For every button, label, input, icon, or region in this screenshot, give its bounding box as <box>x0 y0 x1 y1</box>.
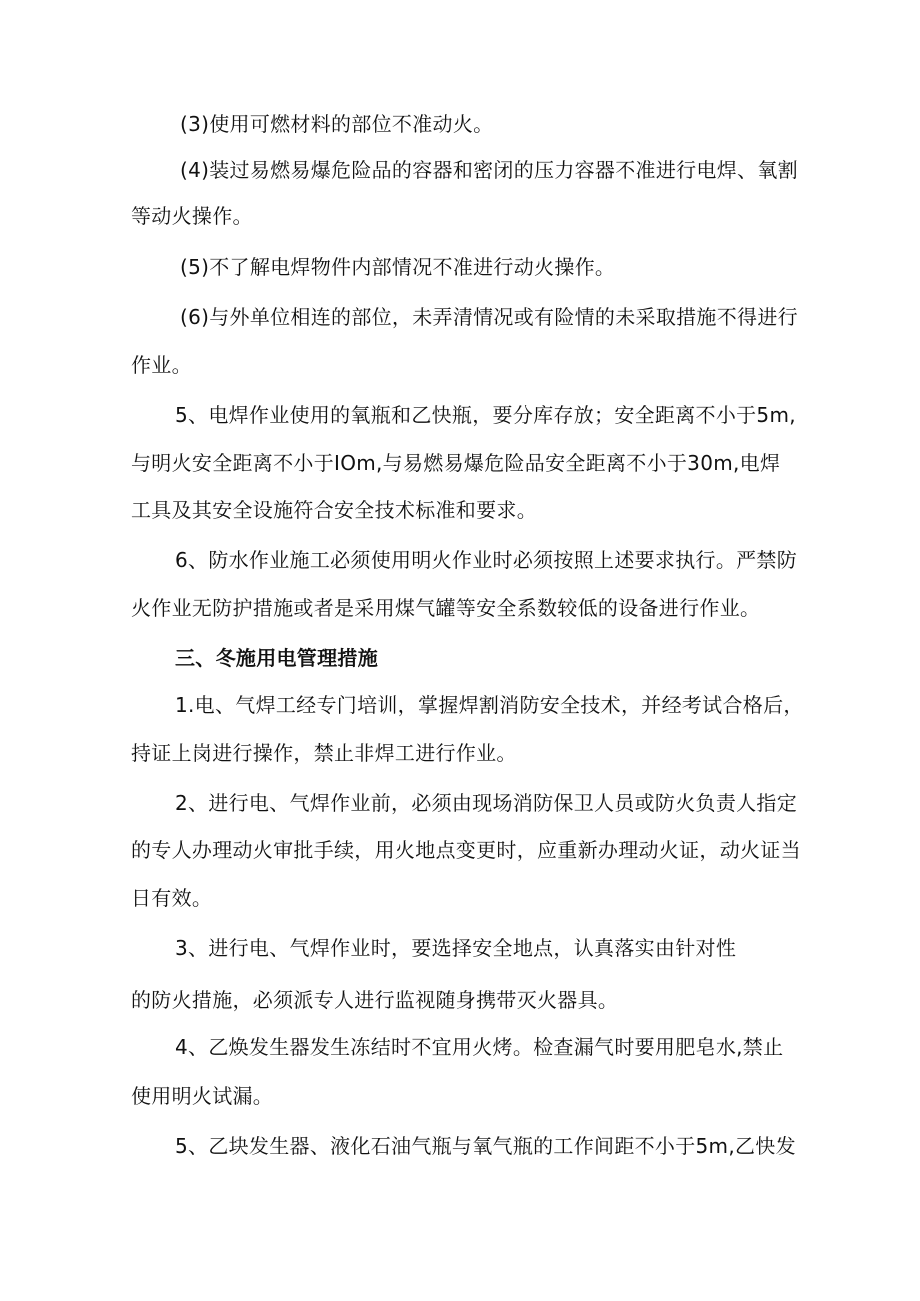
text-line: 的专人办理动火审批手续，用火地点变更时，应重新办理动火证，动火证当 <box>131 838 801 862</box>
text-line: (6)与外单位相连的部位，未弄清情况或有险情的未采取措施不得进行 <box>180 305 798 329</box>
text-line: 的防火措施，必须派专人进行监视随身携带灭火器具。 <box>131 988 619 1012</box>
text-line: (4)装过易燃易爆危险品的容器和密闭的压力容器不准进行电焊、氧割 <box>180 158 798 182</box>
text-line: 5、电焊作业使用的氧瓶和乙快瓶，要分库存放；安全距离不小于5m, <box>175 403 796 427</box>
text-line: 使用明火试漏。 <box>131 1084 274 1108</box>
text-line: 等动火操作。 <box>131 204 253 228</box>
text-line: 2、进行电、气焊作业前，必须由现场消防保卫人员或防火负责人指定 <box>175 791 798 815</box>
text-line: 持证上岗进行操作，禁止非焊工进行作业。 <box>131 741 517 765</box>
text-line: 工具及其安全设施符合安全技术标准和要求。 <box>131 498 537 522</box>
text-line: 6、防水作业施工必须使用明火作业时必须按照上述要求执行。严禁防 <box>175 548 798 572</box>
text-line: 作业。 <box>131 353 192 377</box>
text-line: (5)不了解电焊物件内部情况不准进行动火操作。 <box>180 255 616 279</box>
text-line: 火作业无防护措施或者是采用煤气罐等安全系数较低的设备进行作业。 <box>131 596 761 620</box>
text-line: (3)使用可燃材料的部位不准动火。 <box>180 112 494 136</box>
text-line: 5、乙块发生器、液化石油气瓶与氧气瓶的工作间距不小于5m,乙快发 <box>175 1134 796 1158</box>
text-line: 3、进行电、气焊作业时，要选择安全地点，认真落实由针对性 <box>175 936 737 960</box>
text-line: 1.电、气焊工经专门培训，掌握焊割消防安全技术，并经考试合格后， <box>175 693 804 717</box>
text-line: 4、乙焕发生器发生冻结时不宜用火烤。检查漏气时要用肥皂水,禁止 <box>175 1035 784 1059</box>
section-heading: 三、冬施用电管理措施 <box>175 646 378 670</box>
text-line: 日有效。 <box>131 886 213 910</box>
text-line: 与明火安全距离不小于IOm,与易燃易爆危险品安全距离不小于30m,电焊 <box>131 451 781 475</box>
